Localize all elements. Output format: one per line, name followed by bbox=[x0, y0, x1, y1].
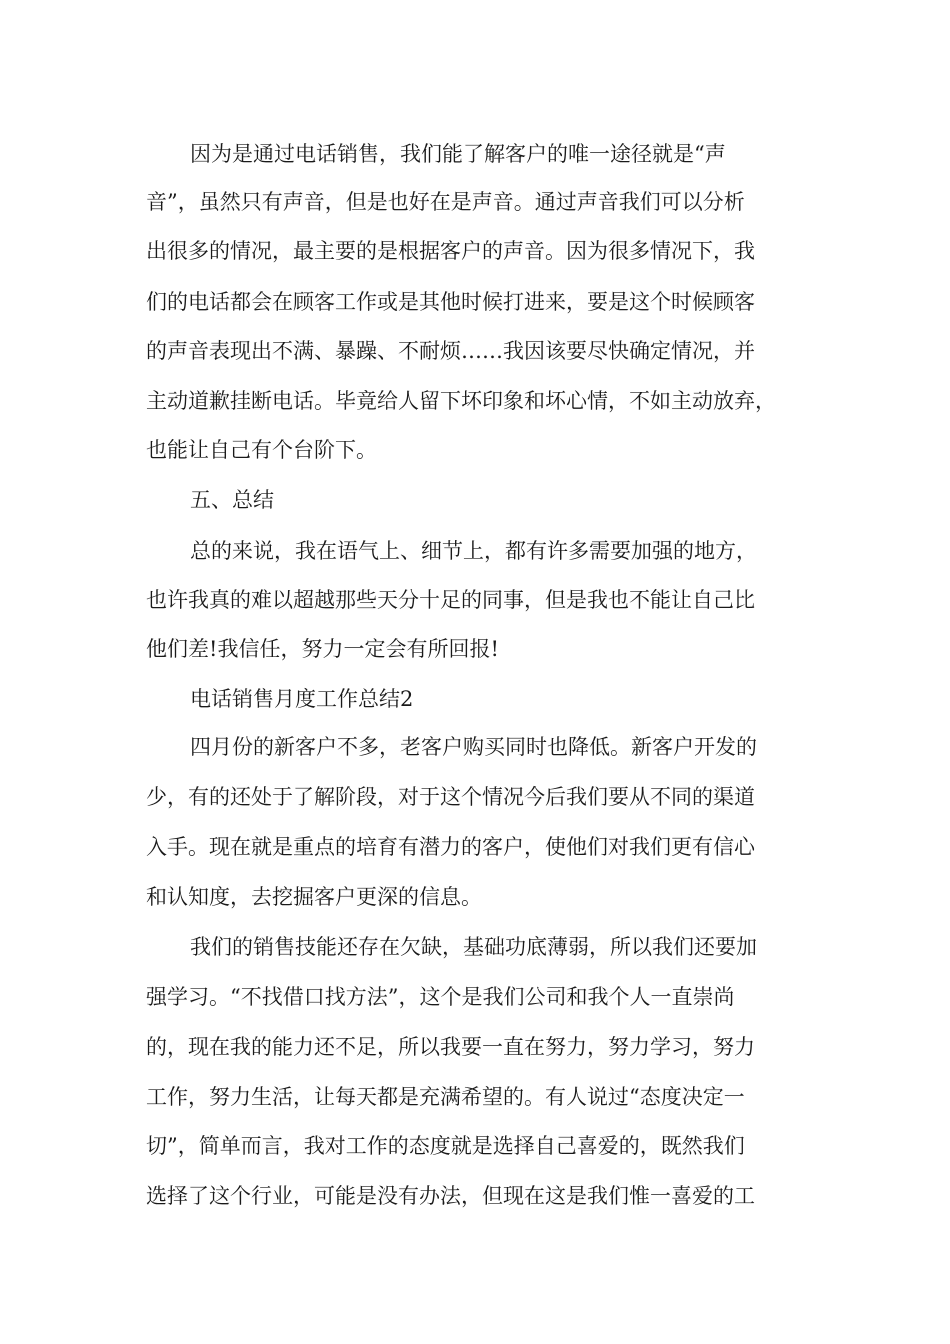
paragraph-line: 主动道歉挂断电话。毕竟给人留下坏印象和坏心情，不如主动放弃， bbox=[146, 389, 776, 413]
paragraph-line: 切”，简单而言，我对工作的态度就是选择自己喜爱的，既然我们 bbox=[146, 1134, 745, 1158]
paragraph-line: 他们差!我信任，努力一定会有所回报! bbox=[146, 637, 499, 661]
paragraph-line: 也许我真的难以超越那些天分十足的同事，但是我也不能让自己比 bbox=[146, 588, 755, 612]
paragraph-line: 入手。现在就是重点的培育有潜力的客户，使他们对我们更有信心 bbox=[146, 835, 755, 859]
paragraph-line: 我们的销售技能还存在欠缺，基础功底薄弱，所以我们还要加 bbox=[190, 935, 757, 959]
paragraph-line: 四月份的新客户不多，老客户购买同时也降低。新客户开发的 bbox=[190, 735, 757, 759]
paragraph-line: 选择了这个行业，可能是没有办法，但现在这是我们惟一喜爱的工 bbox=[146, 1184, 755, 1208]
paragraph-line: 也能让自己有个台阶下。 bbox=[146, 438, 377, 462]
paragraph-line: 的声音表现出不满、暴躁、不耐烦……我因该要尽快确定情况，并 bbox=[146, 339, 755, 363]
document-subtitle: 电话销售月度工作总结2 bbox=[190, 687, 414, 711]
paragraph-line: 强学习。“不找借口找方法”，这个是我们公司和我个人一直崇尚 bbox=[146, 985, 735, 1009]
paragraph-line: 和认知度，去挖掘客户更深的信息。 bbox=[146, 885, 482, 909]
paragraph-line: 出很多的情况，最主要的是根据客户的声音。因为很多情况下，我 bbox=[146, 239, 755, 263]
paragraph-line: 们的电话都会在顾客工作或是其他时候打进来，要是这个时候顾客 bbox=[146, 290, 755, 314]
paragraph-line: 的，现在我的能力还不足，所以我要一直在努力，努力学习，努力 bbox=[146, 1035, 755, 1059]
paragraph-line: 音”，虽然只有声音，但是也好在是声音。通过声音我们可以分析 bbox=[146, 190, 745, 214]
paragraph-line: 少，有的还处于了解阶段，对于这个情况今后我们要从不同的渠道 bbox=[146, 785, 755, 809]
section-heading: 五、总结 bbox=[190, 488, 274, 512]
paragraph-line: 总的来说，我在语气上、细节上，都有许多需要加强的地方， bbox=[190, 539, 757, 563]
paragraph-line: 因为是通过电话销售，我们能了解客户的唯一途径就是“声 bbox=[190, 142, 726, 166]
paragraph-line: 工作，努力生活，让每天都是充满希望的。有人说过“态度决定一 bbox=[146, 1085, 745, 1109]
